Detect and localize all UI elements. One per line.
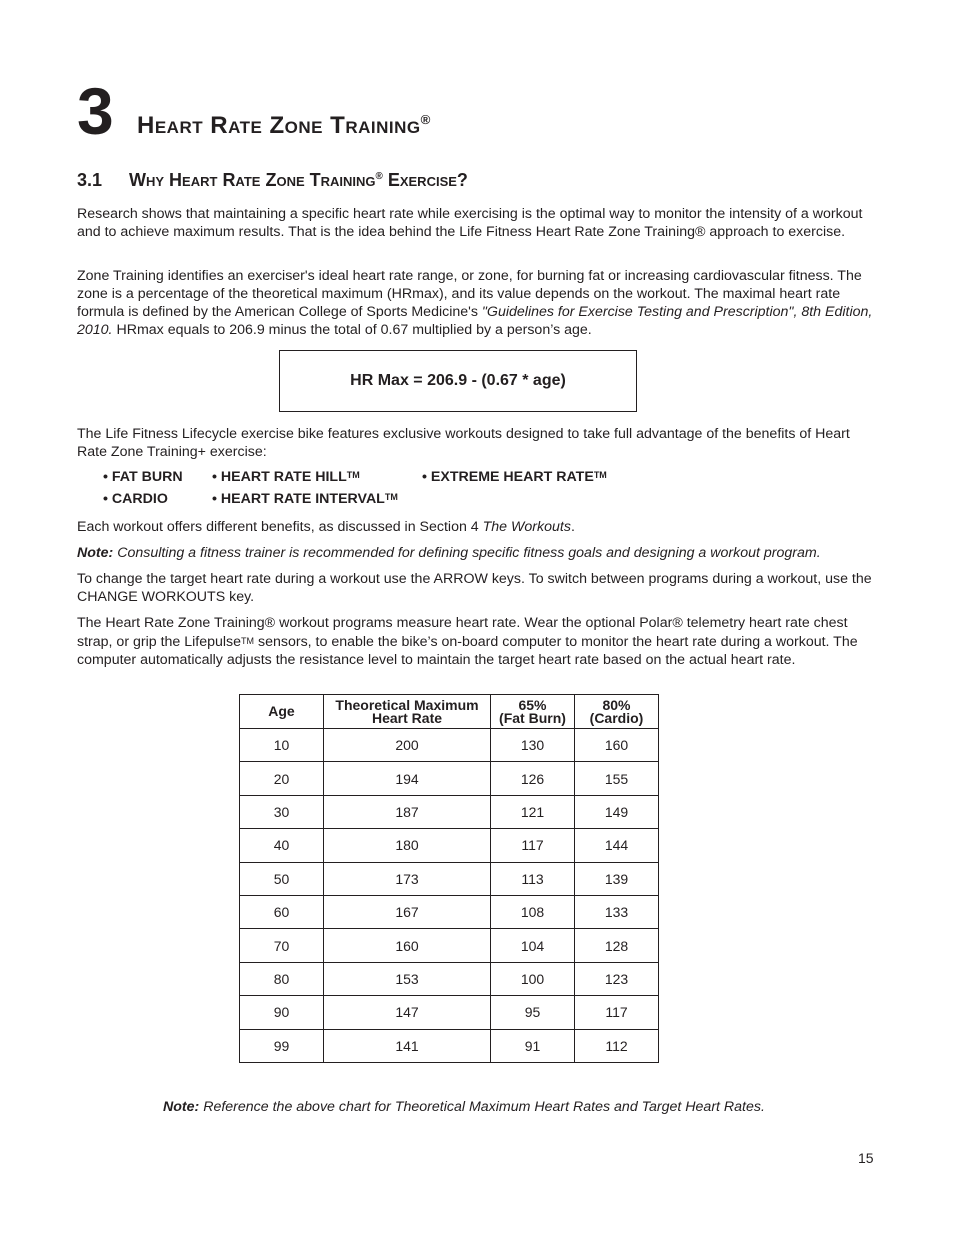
note-trainer — [77, 544, 877, 562]
chapter-number: 3 — [77, 74, 114, 148]
section-reference: The Workouts — [482, 519, 571, 535]
footnote-text: Reference the above chart for Theoretical Maximum Heart Rates and Target Heart Rates. — [199, 1099, 765, 1115]
paragraph-workout-benefits: Each workout offers different benefits, as discussed in Section 4 The Workouts. — [77, 519, 575, 535]
table-header-row — [240, 695, 659, 729]
paragraph-heart-rate-sensors: The Heart Rate Zone Training® workout programs measure heart rate. Wear the optional Polar® telemetry heart rate chest strap, or grip the LifepulseTM sensors, to enable the bike’s on-board computer to monitor the heart rate during a workout. The computer automatically adjusts the resistance level to maintain the target heart rate based on the actual heart rate. — [77, 615, 858, 668]
table-row: 60 167 108 133 — [240, 895, 659, 928]
table-row: 90 147 95 117 — [240, 996, 659, 1029]
heart-rate-table — [239, 694, 659, 1063]
section-title — [129, 170, 468, 190]
paragraph-hrmax-text: HRmax equals to 206.9 minus the total of 0.67 multiplied by a person’s age. — [112, 322, 592, 338]
registered-mark: ® — [420, 112, 431, 127]
table-footnote — [163, 1099, 765, 1115]
header-fat-burn: 65% (Fat Burn) — [491, 695, 575, 729]
section-title-part2: Exercise? — [387, 170, 468, 190]
table-row: 30 187 121 149 — [240, 795, 659, 828]
paragraph-intro: Research shows that maintaining a specific heart rate while exercising is the optimal way to monitor the intensity of a workout and to achieve maximum results. That is the idea behind the Life Fitness Heart Rate Zone Training® approach to exercise. — [77, 206, 863, 240]
workout-item: • FAT BURN — [103, 469, 183, 485]
guidelines-citation: "Guidelines for Exercise Testing and Prescription", 8th Edition, 2010. — [77, 304, 873, 338]
header-age: Age — [240, 695, 324, 729]
trademark-mark: TM — [241, 636, 255, 646]
table-row: 80 153 100 123 — [240, 962, 659, 995]
section-heading — [77, 170, 468, 191]
chapter-title-text: Heart Rate Zone Training — [137, 112, 421, 139]
note-label: Note: — [77, 545, 114, 561]
workout-item: • HEART RATE HILL™ — [212, 469, 360, 485]
note-text: Consulting a fitness trainer is recommended for defining specific fitness goals and designing a workout program. — [113, 545, 821, 561]
table-row: 40 180 117 144 — [240, 829, 659, 862]
workout-item: • CARDIO — [103, 491, 168, 507]
workout-item: • HEART RATE INTERVAL™ — [212, 491, 398, 507]
chapter-title — [137, 112, 431, 140]
table-row: 99 141 91 112 — [240, 1029, 659, 1062]
workout-item: • EXTREME HEART RATE™ — [422, 469, 607, 485]
section-title-part1: Why Heart Rate Zone Training — [129, 170, 376, 190]
table-row: 50 173 113 139 — [240, 862, 659, 895]
table-row: 10 200 130 160 — [240, 729, 659, 762]
registered-mark: ® — [375, 171, 383, 182]
paragraph-lifecycle: The Life Fitness Lifecycle exercise bike features exclusive workouts designed to take full advantage of the benefits of Heart Rate Zone Training+ exercise: — [77, 426, 850, 460]
paragraph-zone-training-text: Zone Training identifies an exerciser's ideal heart rate range, or zone, for burning fat or increasing cardiovascular fitness. The zone is a percentage of the theoretical maximum (HRmax), and its value depends on the workout. The maximal heart rate formula is defined by the American College of Sports Medicine's — [77, 268, 862, 320]
formula-text: HR Max = 206.9 - (0.67 * age) — [350, 372, 566, 389]
page-number: 15 — [858, 1150, 874, 1166]
formula-box — [279, 350, 637, 412]
header-cardio: 80% (Cardio) — [575, 695, 659, 729]
section-number: 3.1 — [77, 170, 103, 190]
table-row: 20 194 126 155 — [240, 762, 659, 795]
note-label: Note: — [163, 1099, 200, 1115]
header-max-heart-rate: Theoretical Maximum Heart Rate — [324, 695, 491, 729]
table-row: 70 160 104 128 — [240, 929, 659, 962]
paragraph-arrow-keys: To change the target heart rate during a workout use the ARROW keys. To switch between programs during a workout, use the CHANGE WORKOUTS key. — [77, 571, 872, 605]
paragraph-zone-training — [77, 267, 877, 339]
